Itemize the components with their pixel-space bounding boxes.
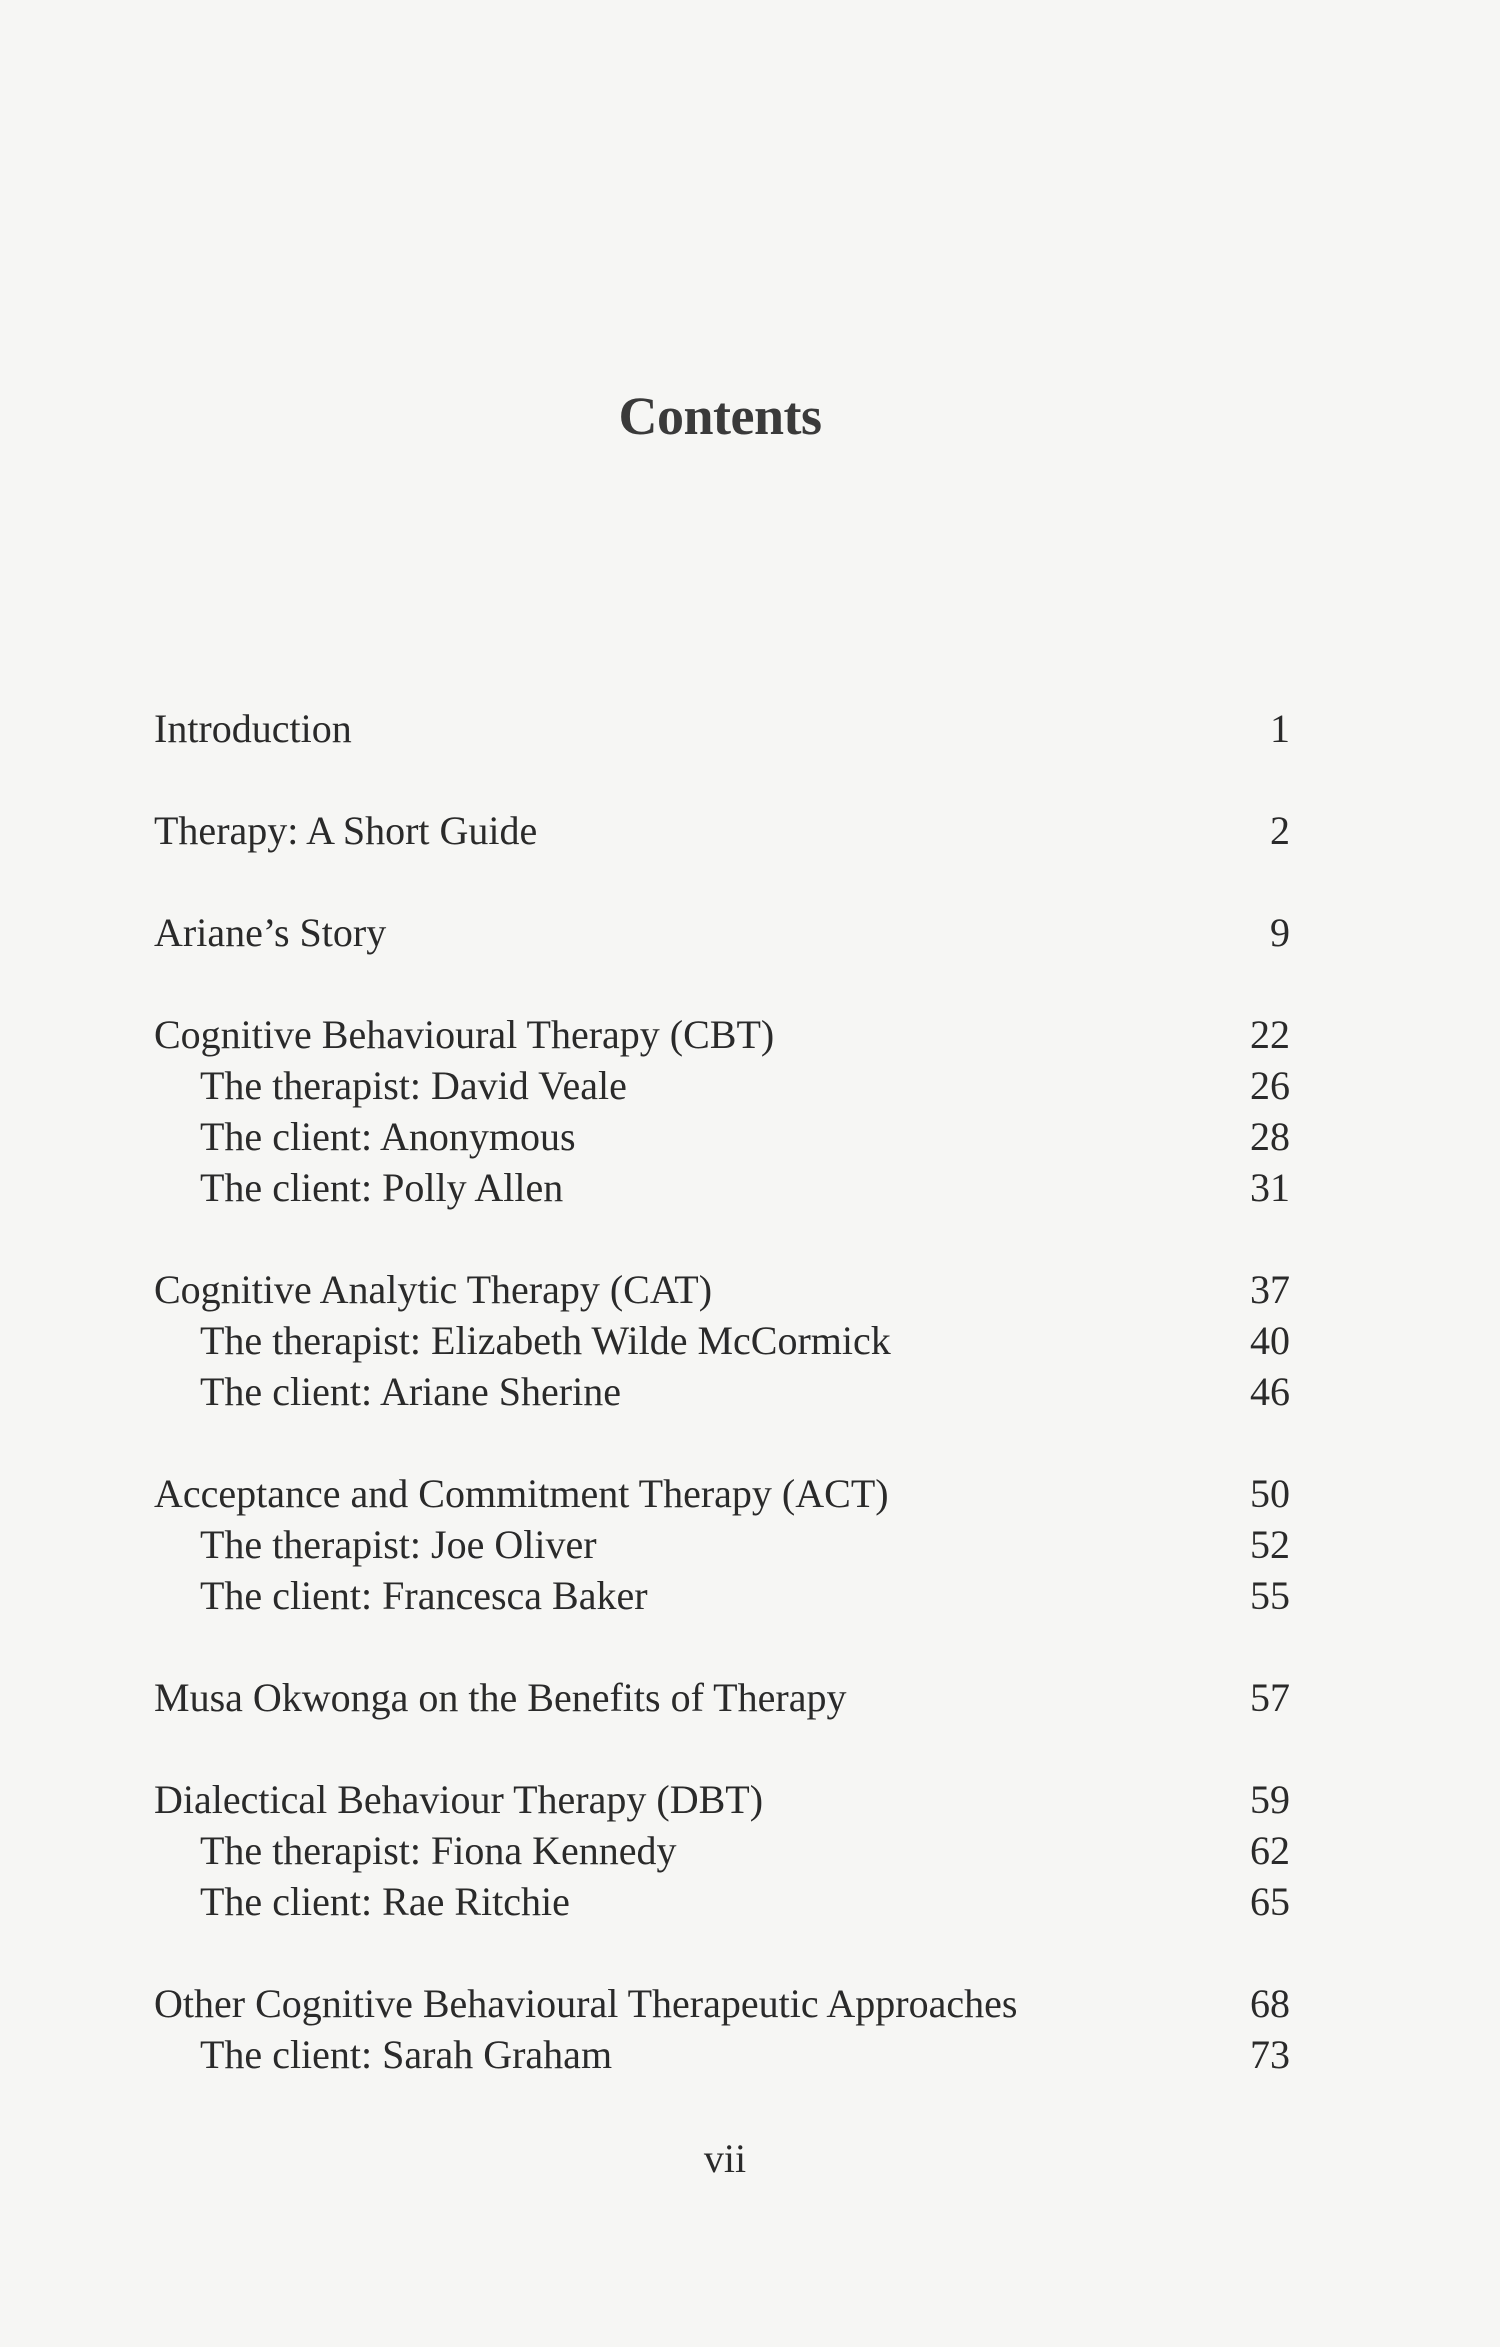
toc-entry — [154, 1774, 1290, 1825]
toc-entry — [154, 1468, 1290, 1519]
toc-subentry — [154, 1570, 1290, 1621]
toc-entry-title: Cognitive Analytic Therapy (CAT) — [154, 1267, 713, 1312]
toc-entry-title: The client: Francesca Baker — [200, 1573, 648, 1618]
toc-entry-page: 59 — [1250, 1777, 1290, 1822]
toc-entry-page: 50 — [1250, 1471, 1290, 1516]
toc-entry — [154, 1672, 1290, 1723]
toc-subentry — [154, 1111, 1290, 1162]
toc-entry-title: The therapist: Joe Oliver — [200, 1522, 597, 1567]
toc-section — [154, 1672, 1290, 1723]
toc-entry-title: Other Cognitive Behavioural Therapeutic Approaches — [154, 1981, 1018, 2026]
toc-section — [154, 907, 1290, 958]
toc-entry-page: 26 — [1250, 1063, 1290, 1108]
page-title: Contents — [618, 386, 822, 446]
toc-entry-page: 52 — [1250, 1522, 1290, 1567]
toc-entry-title: Ariane’s Story — [154, 910, 387, 955]
toc-entry-title: The therapist: Fiona Kennedy — [200, 1828, 677, 1873]
toc-entry-title: Acceptance and Commitment Therapy (ACT) — [154, 1471, 889, 1516]
toc-entry-title: Musa Okwonga on the Benefits of Therapy — [154, 1675, 847, 1720]
toc-entry — [154, 805, 1290, 856]
toc-section — [154, 703, 1290, 754]
toc-subentry — [154, 1825, 1290, 1876]
toc-entry-page: 65 — [1250, 1879, 1290, 1924]
toc-entry — [154, 1009, 1290, 1060]
toc-subentry — [154, 1366, 1290, 1417]
toc-entry-page: 40 — [1250, 1318, 1290, 1363]
toc-subentry — [154, 1519, 1290, 1570]
toc-entry — [154, 703, 1290, 754]
toc-section — [154, 1009, 1290, 1213]
toc-entry-page: 55 — [1250, 1573, 1290, 1618]
toc-entry-page: 68 — [1250, 1981, 1290, 2026]
toc-section — [154, 1774, 1290, 1927]
toc-subentry — [154, 1876, 1290, 1927]
toc-entry-page: 62 — [1250, 1828, 1290, 1873]
toc-entry — [154, 907, 1290, 958]
toc-entry-title: The client: Anonymous — [200, 1114, 576, 1159]
toc-entry-page: 22 — [1250, 1012, 1290, 1057]
toc-entry-page: 2 — [1270, 808, 1290, 853]
toc-subentry — [154, 2029, 1290, 2080]
toc-entry-page: 28 — [1250, 1114, 1290, 1159]
toc-entry-title: The client: Ariane Sherine — [200, 1369, 621, 1414]
toc-section — [154, 805, 1290, 856]
page-number: vii — [703, 2136, 747, 2181]
toc-entry-title: Dialectical Behaviour Therapy (DBT) — [154, 1777, 764, 1822]
toc-entry-title: The therapist: Elizabeth Wilde McCormick — [200, 1318, 891, 1363]
toc-section — [154, 1468, 1290, 1621]
toc-entry-page: 37 — [1250, 1267, 1290, 1312]
toc-subentry — [154, 1162, 1290, 1213]
toc-subentry — [154, 1315, 1290, 1366]
toc-entry-page: 57 — [1250, 1675, 1290, 1720]
toc-section — [154, 1264, 1290, 1417]
toc-entry — [154, 1978, 1290, 2029]
toc-entry-page: 9 — [1270, 910, 1290, 955]
toc-entry-page: 73 — [1250, 2032, 1290, 2077]
toc-entry-title: Therapy: A Short Guide — [154, 808, 538, 853]
toc-entry-title: The therapist: David Veale — [200, 1063, 627, 1108]
toc-section — [154, 1978, 1290, 2080]
toc-entry-page: 1 — [1270, 706, 1290, 751]
toc-entry-page: 31 — [1250, 1165, 1290, 1210]
toc-entry-title: Cognitive Behavioural Therapy (CBT) — [154, 1012, 775, 1057]
toc-entry-title: Introduction — [154, 706, 352, 751]
toc-entry — [154, 1264, 1290, 1315]
toc-entry-title: The client: Rae Ritchie — [200, 1879, 570, 1924]
toc-entry-title: The client: Sarah Graham — [200, 2032, 613, 2077]
toc-subentry — [154, 1060, 1290, 1111]
toc-entry-page: 46 — [1250, 1369, 1290, 1414]
toc-entry-title: The client: Polly Allen — [200, 1165, 564, 1210]
table-of-contents — [154, 703, 1290, 2131]
